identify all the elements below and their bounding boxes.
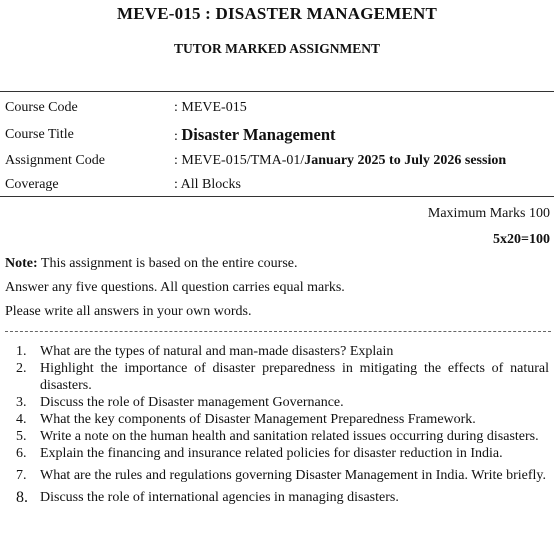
question-text: Write a note on the human health and sanitation related issues occurring during disasters.	[40, 429, 539, 444]
course-code-row	[5, 98, 554, 118]
question-text: What are the types of natural and man-made disasters? Explain	[40, 344, 394, 359]
question-number: 2.	[16, 361, 27, 376]
document-title: MEVE-015 : DISASTER MANAGEMENT	[116, 4, 438, 23]
coverage-row	[5, 175, 554, 195]
question-item	[0, 445, 549, 462]
question-list	[0, 343, 549, 506]
coverage-label: Coverage	[5, 177, 59, 192]
document-subtitle: TUTOR MARKED ASSIGNMENT	[173, 41, 381, 56]
question-number: 3.	[16, 395, 27, 410]
question-item	[0, 467, 549, 484]
course-title-value-wrap	[174, 125, 336, 147]
course-title-label: Course Title	[5, 127, 74, 142]
question-number: 4.	[16, 412, 27, 427]
question-number: 8.	[16, 489, 28, 506]
assignment-session: January 2025 to July 2026 session	[304, 153, 507, 168]
assignment-code-label: Assignment Code	[5, 153, 105, 168]
dashed-separator	[5, 331, 551, 332]
question-text: What the key components of Disaster Management Preparedness Framework.	[40, 412, 476, 427]
note-line	[5, 256, 298, 272]
question-number: 1.	[16, 344, 27, 359]
note-text: This assignment is based on the entire course.	[37, 256, 298, 271]
question-item	[0, 394, 549, 411]
course-code-value: : MEVE-015	[174, 100, 247, 115]
marks-breakdown: 5x20=100	[493, 232, 550, 247]
info-divider	[0, 196, 554, 197]
course-title-prefix: :	[174, 129, 182, 144]
coverage-value: : All Blocks	[174, 177, 241, 192]
course-title-row	[5, 125, 554, 145]
question-text: Highlight the importance of disaster preparedness in mitigating the effects of natural disasters.	[40, 361, 549, 393]
question-text: Discuss the role of Disaster management Governance.	[40, 395, 344, 410]
maximum-marks: Maximum Marks 100	[427, 206, 550, 221]
assignment-code-prefix: : MEVE-015/TMA-01/	[174, 153, 305, 168]
question-item	[0, 343, 549, 360]
question-text: What are the rules and regulations governing Disaster Management in India. Write briefly.	[40, 468, 546, 483]
question-item	[0, 428, 549, 445]
course-code-label: Course Code	[5, 100, 78, 115]
question-text: Explain the financing and insurance related policies for disaster reduction in India.	[40, 446, 503, 461]
question-number: 7.	[16, 468, 27, 483]
question-item	[0, 360, 549, 394]
top-divider	[0, 91, 554, 92]
instruction-line: Answer any five questions. All question carries equal marks.	[5, 280, 345, 295]
note-label: Note:	[5, 256, 38, 271]
assignment-code-value-wrap	[174, 151, 506, 171]
question-number: 5.	[16, 429, 27, 444]
question-item	[0, 489, 549, 506]
course-title-value: Disaster Management	[181, 125, 336, 144]
instruction-line-own-words: Please write all answers in your own words.	[5, 304, 252, 319]
assignment-code-row	[5, 151, 554, 171]
question-item	[0, 411, 549, 428]
question-number: 6.	[16, 446, 27, 461]
question-text: Discuss the role of international agencies in managing disasters.	[40, 490, 399, 505]
